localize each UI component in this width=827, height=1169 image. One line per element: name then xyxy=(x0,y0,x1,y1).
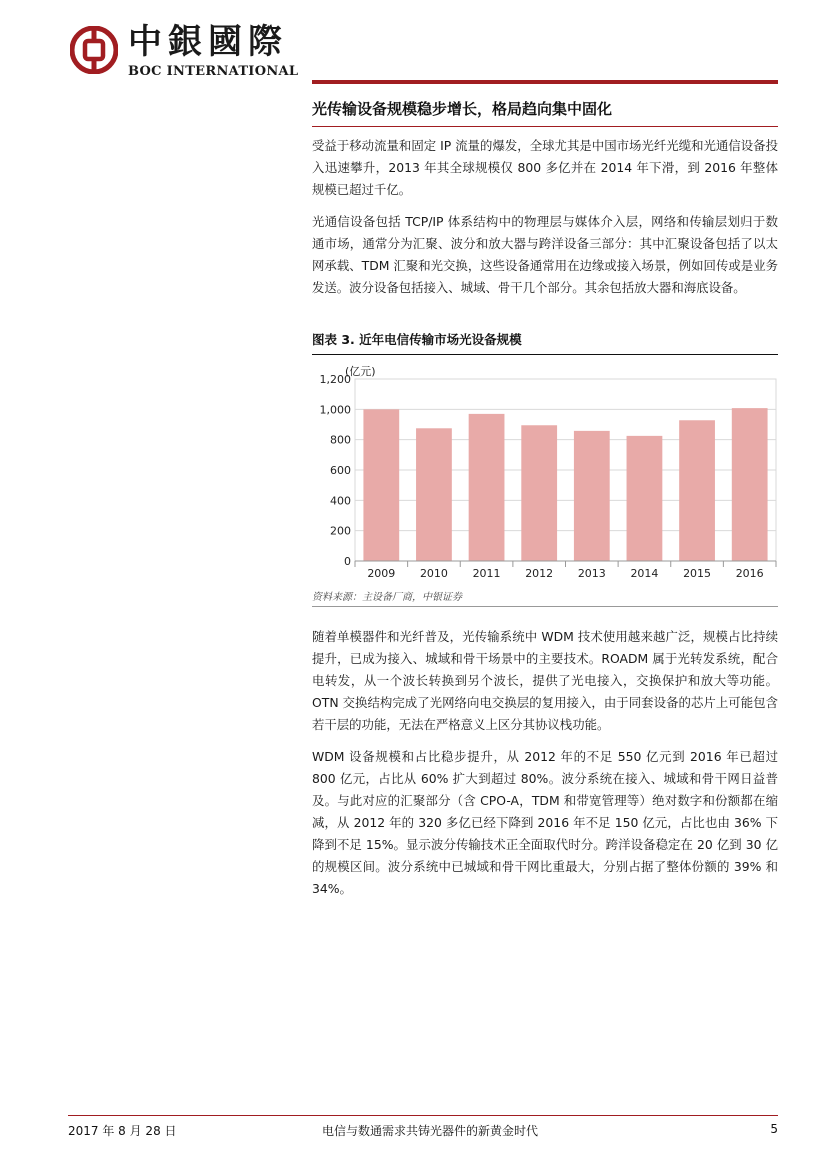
y-tick-label: 800 xyxy=(330,433,351,447)
footer-rule xyxy=(68,1115,778,1116)
header-rule xyxy=(312,80,778,84)
x-tick-label: 2011 xyxy=(472,567,501,580)
figure-title: 图表 3. 近年电信传输市场光设备规模 xyxy=(312,330,778,355)
y-tick-label: 1,000 xyxy=(319,403,351,417)
bar-2012 xyxy=(521,425,557,561)
y-tick-label: 400 xyxy=(330,494,351,508)
bar-2010 xyxy=(416,428,452,561)
bar-2011 xyxy=(469,414,505,561)
x-tick-label: 2013 xyxy=(577,567,606,580)
y-tick-label: 200 xyxy=(330,524,351,538)
intro-paragraph-2: 光通信设备包括 TCP/IP 体系结构中的物理层与媒体介入层，网络和传输层划归于数通市场，通常分为汇聚、波分和放大器与跨洋设备三部分：其中汇聚设备包括了以太网承载、TDM 汇聚和光交换，这些设备通常用在边缘或接入场景，例如回传或是业务发送。波分设备包括接入、城域、骨干几个部分。其余包括放大器和海底设备。 xyxy=(312,214,778,295)
chart-svg xyxy=(312,358,778,584)
x-tick-label: 2012 xyxy=(525,567,554,580)
intro-paragraph-1: 受益于移动流量和固定 IP 流量的爆发，全球尤其是中国市场光纤光缆和光通信设备投入迅速攀升，2013 年其全球规模仅 800 多亿并在 2014 年下滑，到 2016 年整体规模已超过千亿。 xyxy=(312,138,778,197)
footer-report-title: 电信与数通需求共铸光器件的新黄金时代 xyxy=(321,1124,538,1138)
boc-coin-icon xyxy=(70,26,118,74)
chart-source: 资料来源：主设备厂商，中银证券 xyxy=(312,592,462,603)
bar-chart xyxy=(312,358,778,584)
chart-unit-label: (亿元) xyxy=(345,365,376,378)
section-title: 光传输设备规模稳步增长，格局趋向集中固化 xyxy=(312,98,778,127)
x-tick-label: 2015 xyxy=(683,567,712,580)
logo-english-name: BOC INTERNATIONAL xyxy=(128,64,299,79)
chart-bottom-rule xyxy=(312,606,778,607)
page-number: 5 xyxy=(770,1122,778,1136)
bar-2009 xyxy=(363,409,399,561)
body-paragraph-2: WDM 设备规模和占比稳步提升，从 2012 年的不足 550 亿元到 2016 年已超过 800 亿元，占比从 60% 扩大到超过 80%。波分系统在接入、城域和骨干网日益普及。与此对应的汇聚部分（含 CPO-A，TDM 和带宽管理等）绝对数字和份额都在缩减，从 2012 年的 320 多亿已经下降到 2016 年不足 150 亿元，占比也由 36% 下降到不足 15%。显示波分传输技术正全面取代时分。跨洋设备稳定在 20 亿到 30 亿的规模区间。波分系统中已城域和骨干网比重最大，分别占据了整体份额的 39% 和 34%。 xyxy=(312,749,778,896)
boc-logo xyxy=(70,22,310,82)
body-paragraph-1: 随着单模器件和光纤普及，光传输系统中 WDM 技术使用越来越广泛，规模占比持续提升，已成为接入、城域和骨干场景中的主要技术。ROADM 属于光转发系统，配合电转发，从一个波长转换到另个波长，提供了光电接入，交换保护和放大等功能。OTN 交换结构完成了光网络向电交换层的复用接入，由于同套设备的芯片上可能包含若干层的功能，无法在严格意义上区分其协议栈功能。 xyxy=(312,629,778,732)
bar-2013 xyxy=(574,431,610,561)
y-tick-label: 600 xyxy=(330,464,351,477)
x-tick-label: 2010 xyxy=(419,567,448,580)
bar-2016 xyxy=(732,408,768,561)
bar-2014 xyxy=(627,436,663,561)
logo-chinese-name: 中銀國際 xyxy=(128,22,288,62)
y-tick-label: 1,200 xyxy=(319,373,351,386)
intro-section xyxy=(312,98,778,309)
x-tick-label: 2009 xyxy=(367,567,396,580)
x-tick-label: 2014 xyxy=(630,567,659,580)
footer-date: 2017 年 8 月 28 日 xyxy=(68,1124,177,1138)
body-section xyxy=(312,626,778,910)
chart-bars xyxy=(363,408,767,561)
bar-2015 xyxy=(679,420,715,561)
y-tick-label: 0 xyxy=(344,555,351,568)
x-tick-label: 2016 xyxy=(735,567,764,580)
